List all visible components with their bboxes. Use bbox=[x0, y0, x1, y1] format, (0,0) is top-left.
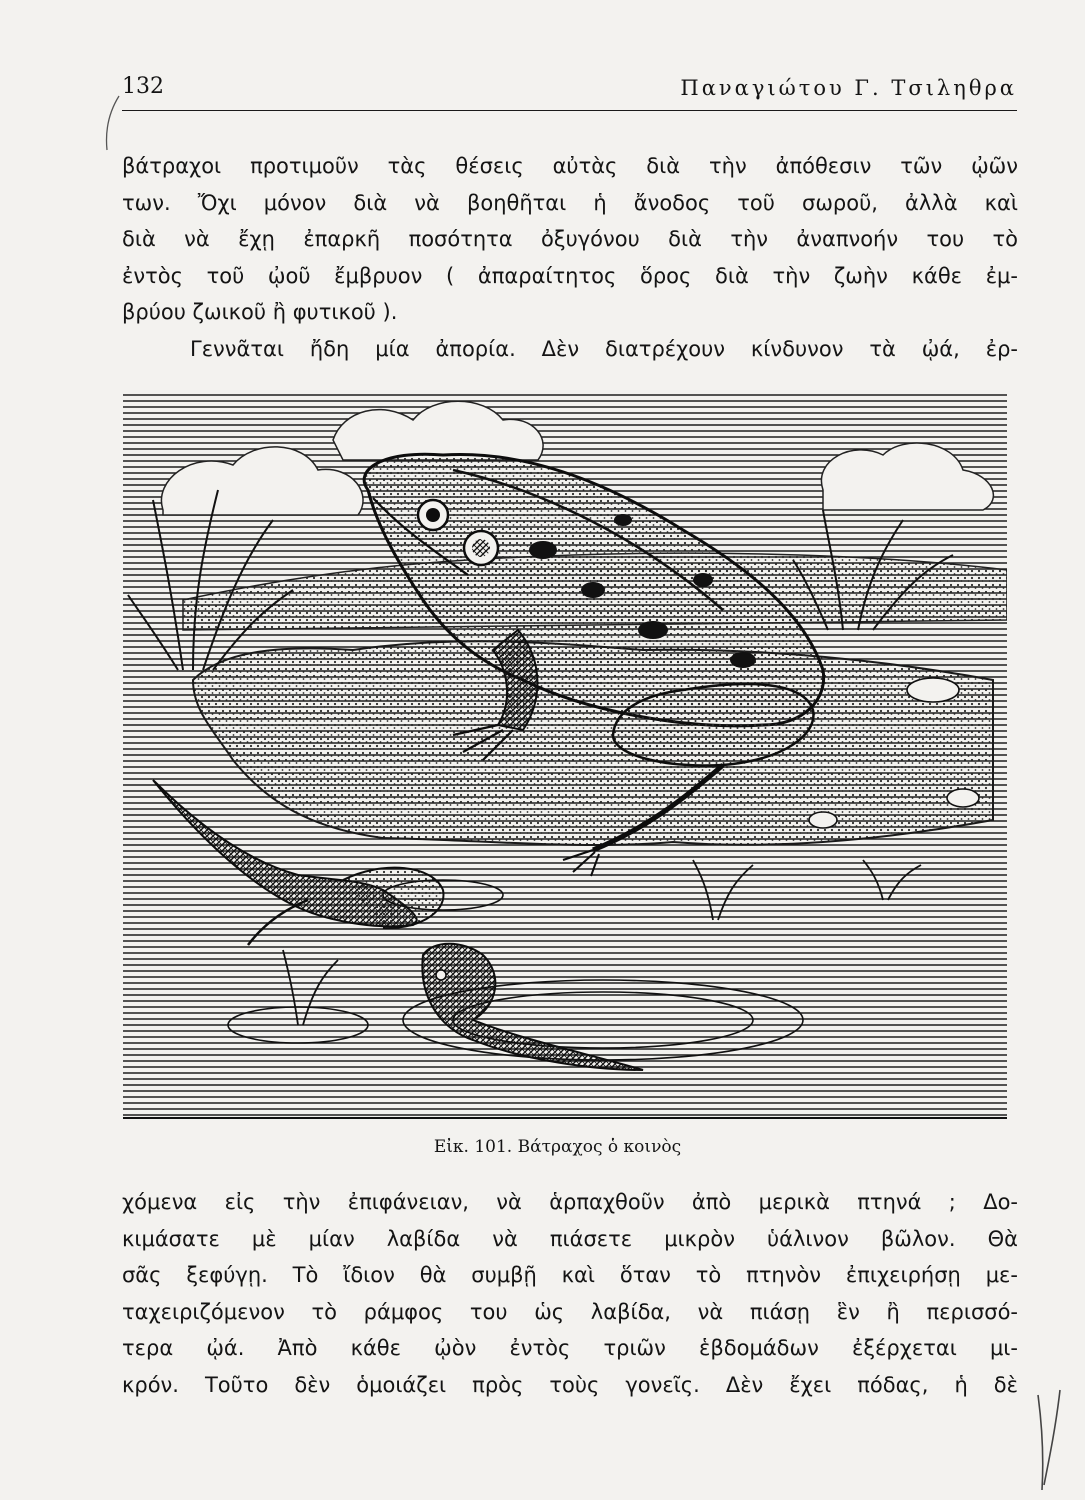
bottom-text-block bbox=[122, 1184, 1018, 1403]
page-header bbox=[122, 70, 1017, 114]
figure-caption: Εἰκ. 101. Βάτραχος ὁ κοινὸς bbox=[433, 1137, 682, 1157]
text-line: διὰ νὰ ἔχῃ ἐπαρκῆ ποσότητα ὀξυγόνου διὰ τὴν ἀναπνοήν του τὸ bbox=[122, 227, 1018, 251]
text-line: των. Ὄχι μόνον διὰ νὰ βοηθῆται ἡ ἄνοδος τοῦ σωροῦ, ἀλλὰ καὶ bbox=[122, 190, 1018, 215]
frog-illustration bbox=[123, 380, 1007, 1120]
text-line: ἐντὸς τοῦ ᾠοῦ ἔμβρυον ( ἀπαραίτητος ὅρος διὰ τὴν ζωὴν κάθε ἐμ- bbox=[122, 263, 1018, 288]
text-line: βρύου ζωικοῦ ἢ φυτικοῦ ). bbox=[122, 300, 398, 324]
frog-engraving bbox=[123, 380, 1007, 1120]
text-line: κρόν. Τοῦτο δὲν ὁμοιάζει πρὸς τοὺς γονεῖς. Δὲν ἔχει πόδας, ἡ δὲ bbox=[122, 1372, 1018, 1397]
text-line: τερα ᾠά. Ἀπὸ κάθε ᾠὸν ἐντὸς τριῶν ἑβδομάδων ἐξέρχεται μι- bbox=[122, 1336, 1018, 1360]
text-line: σᾶς ξεφύγῃ. Τὸ ἴδιον θὰ συμβῇ καὶ ὅταν τὸ πτηνὸν ἐπιχειρήσῃ με- bbox=[122, 1263, 1018, 1287]
text-line: Γεννᾶται ἤδη μία ἀπορία. Δὲν διατρέχουν κίνδυνον τὰ ᾠά, ἐρ- bbox=[190, 336, 1018, 361]
page-number: 132 bbox=[122, 74, 164, 99]
text-line: ταχειριζόμενον τὸ ράμφος του ὡς λαβίδα, νὰ πιάσῃ ἓν ἢ περισσό- bbox=[122, 1299, 1018, 1324]
pencil-mark-right bbox=[1030, 1385, 1070, 1495]
running-head: Παναγιώτου Γ. Τσιληθρα bbox=[680, 76, 1017, 100]
text-line: κιμάσατε μὲ μίαν λαβίδα νὰ πιάσετε μικρὸν ὑάλινον βῶλον. Θὰ bbox=[122, 1226, 1018, 1251]
text-line: χόμενα εἰς τὴν ἐπιφάνειαν, νὰ ἁρπαχθοῦν ἀπὸ μερικὰ πτηνά ; Δο- bbox=[122, 1190, 1018, 1214]
header-rule bbox=[122, 110, 1017, 111]
top-text-block bbox=[122, 148, 1018, 367]
text-line: βάτραχοι προτιμοῦν τὰς θέσεις αὐτὰς διὰ τὴν ἀπόθεσιν τῶν ᾠῶν bbox=[122, 154, 1018, 178]
pencil-mark-left bbox=[99, 92, 123, 152]
